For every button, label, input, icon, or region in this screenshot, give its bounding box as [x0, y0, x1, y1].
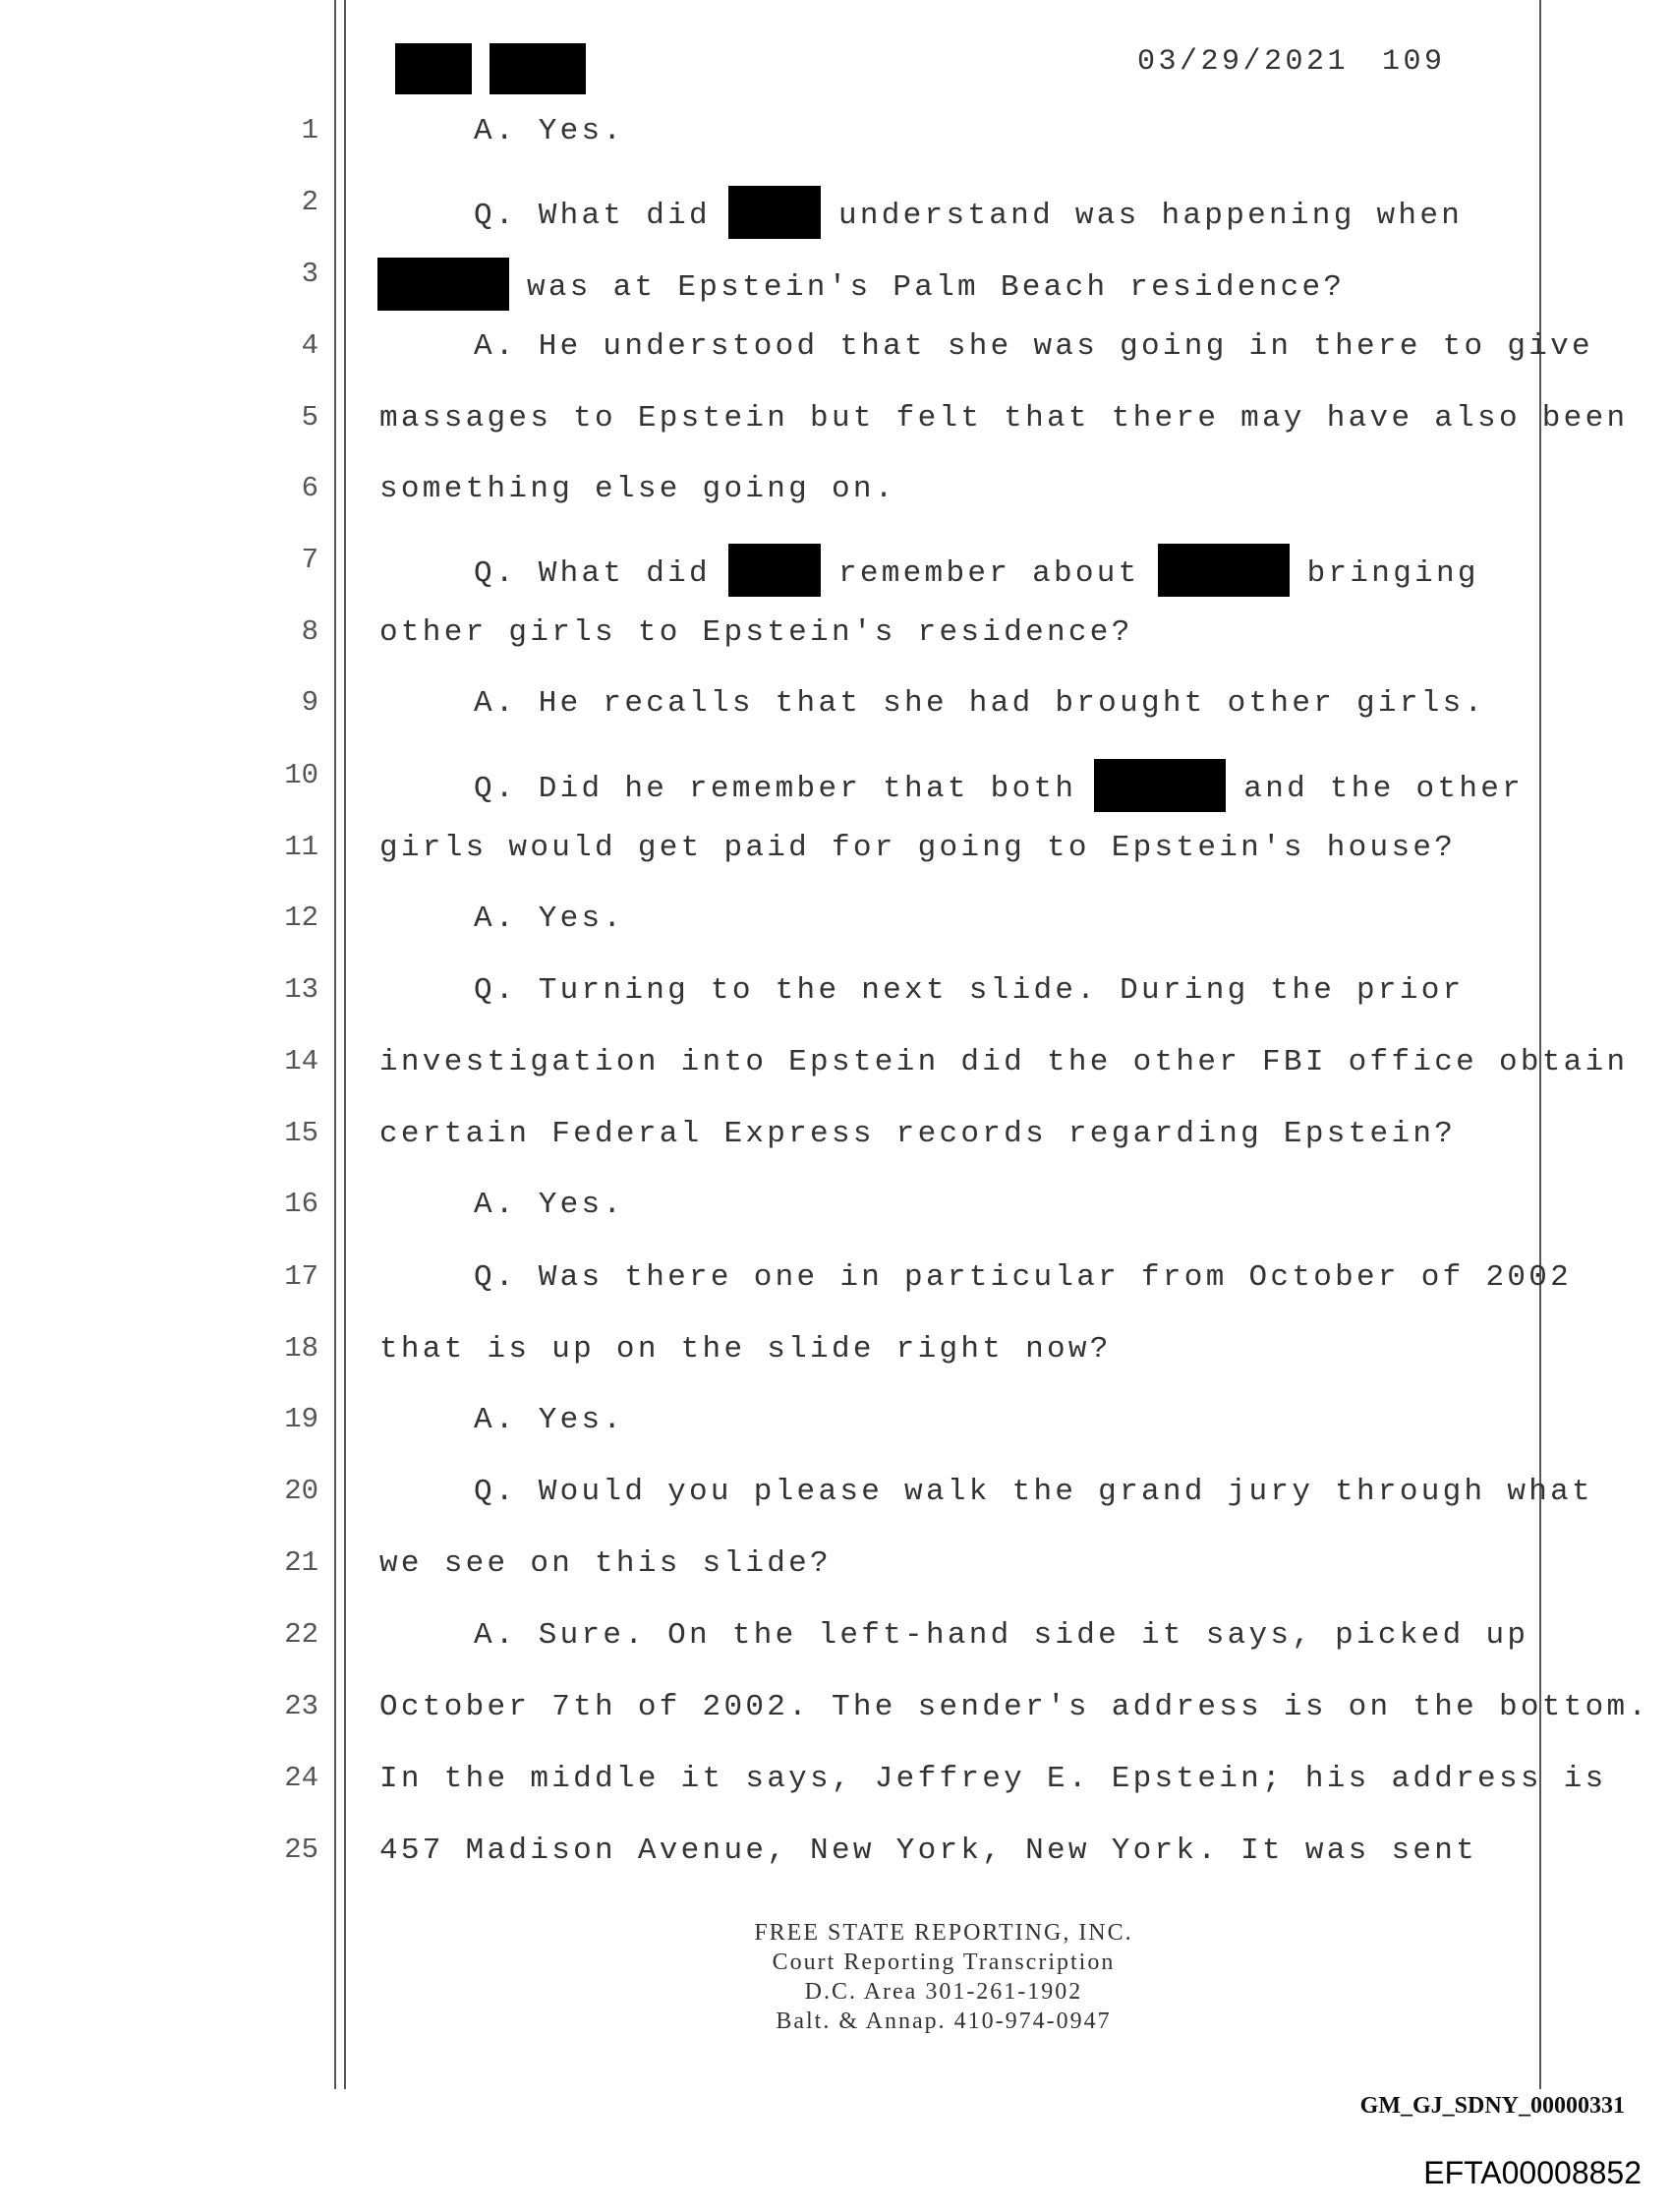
transcript-line	[0, 1188, 1671, 1247]
line-number: 7	[301, 544, 318, 576]
line-number: 18	[284, 1332, 318, 1365]
line-number: 13	[284, 973, 318, 1006]
line-text: 457 Madison Avenue, New York, New York. It was sent	[379, 1834, 1478, 1868]
line-number: 5	[301, 401, 318, 434]
redaction-block	[728, 544, 821, 597]
line-number: 16	[284, 1188, 318, 1220]
line-text: Q. Was there one in particular from October of 2002	[474, 1260, 1573, 1295]
line-number: 14	[284, 1045, 318, 1077]
transcript-line	[0, 114, 1671, 173]
line-number: 21	[284, 1546, 318, 1579]
line-number: 25	[284, 1834, 318, 1866]
line-number: 6	[301, 472, 318, 504]
line-text: other girls to Epstein's residence?	[379, 615, 1133, 650]
line-number: 17	[284, 1260, 318, 1293]
transcript-line	[0, 615, 1671, 674]
header-redaction-block	[395, 43, 472, 94]
header-redaction-block	[490, 43, 586, 94]
line-text: In the middle it says, Jeffrey E. Epstein; his address is	[379, 1762, 1607, 1796]
line-text: A. Yes.	[474, 1188, 625, 1222]
line-text: certain Federal Express records regarding Epstein?	[379, 1117, 1457, 1151]
line-number: 3	[301, 258, 318, 290]
transcript-line	[0, 902, 1671, 960]
footer-phone-dc: D.C. Area 301-261-1902	[804, 1979, 1083, 2005]
line-number: 24	[284, 1762, 318, 1794]
line-number: 10	[284, 759, 318, 791]
line-text: Q. Turning to the next slide. During the prior	[474, 973, 1465, 1008]
line-text: A. Yes.	[474, 1403, 625, 1437]
line-text: A. Yes.	[474, 902, 625, 936]
line-text: Q. Would you please walk the grand jury through what	[474, 1475, 1593, 1509]
transcript-line	[0, 258, 1671, 317]
transcript-line	[0, 686, 1671, 745]
line-number: 9	[301, 686, 318, 719]
line-number: 12	[284, 902, 318, 934]
line-text: was at Epstein's Palm Beach residence?	[377, 258, 1345, 311]
reporter-footer	[550, 1918, 1337, 2036]
document-id: EFTA00008852	[1423, 2155, 1642, 2190]
bates-number: GM_GJ_SDNY_00000331	[1359, 2093, 1625, 2119]
line-number: 22	[284, 1618, 318, 1651]
transcript-line	[0, 544, 1671, 603]
line-number: 19	[284, 1403, 318, 1435]
line-text: A. Yes.	[474, 114, 625, 148]
transcript-line	[0, 1260, 1671, 1319]
transcript-line	[0, 1546, 1671, 1605]
line-text: A. He understood that she was going in there to give	[474, 329, 1593, 364]
line-text: Q. What did remember about bringing	[379, 544, 1479, 597]
transcript-line	[0, 1762, 1671, 1821]
transcript-line	[0, 1332, 1671, 1391]
transcript-line	[0, 831, 1671, 890]
line-text: A. Sure. On the left-hand side it says, picked up	[474, 1618, 1529, 1653]
transcript-line	[0, 1045, 1671, 1104]
transcript-line	[0, 401, 1671, 460]
line-number: 20	[284, 1475, 318, 1507]
header-page-number: 109	[1382, 45, 1446, 79]
line-text: A. He recalls that she had brought other girls.	[474, 686, 1486, 721]
line-number: 8	[301, 615, 318, 648]
line-text: something else going on.	[379, 472, 896, 506]
redaction-block	[1158, 544, 1290, 597]
footer-company: FREE STATE REPORTING, INC.	[754, 1920, 1133, 1946]
transcript-line	[0, 759, 1671, 818]
line-text: girls would get paid for going to Epstein's house?	[379, 831, 1457, 865]
line-number: 15	[284, 1117, 318, 1149]
footer-phone-balt: Balt. & Annap. 410-974-0947	[776, 2008, 1112, 2034]
transcript-line	[0, 1834, 1671, 1892]
transcript-line	[0, 186, 1671, 245]
line-text: we see on this slide?	[379, 1546, 832, 1581]
line-number: 1	[301, 114, 318, 146]
redaction-block	[377, 258, 509, 311]
line-text: October 7th of 2002. The sender's address is on the bottom.	[379, 1690, 1650, 1724]
line-number: 4	[301, 329, 318, 362]
transcript-line	[0, 472, 1671, 531]
transcript-line	[0, 1475, 1671, 1534]
line-number: 23	[284, 1690, 318, 1722]
redaction-block	[728, 186, 821, 239]
line-text: that is up on the slide right now?	[379, 1332, 1112, 1367]
transcript-line	[0, 973, 1671, 1032]
line-text: Q. Did he remember that both and the other	[379, 759, 1524, 812]
line-text: investigation into Epstein did the other FBI office obtain	[379, 1045, 1629, 1079]
line-number: 11	[284, 831, 318, 863]
line-text: Q. What did understand was happening when	[379, 186, 1463, 239]
header-date: 03/29/2021	[1137, 45, 1350, 79]
transcript-line	[0, 1618, 1671, 1677]
line-text: massages to Epstein but felt that there may have also been	[379, 401, 1629, 436]
transcript-line	[0, 1403, 1671, 1462]
transcript-line	[0, 1117, 1671, 1176]
footer-service: Court Reporting Transcription	[772, 1950, 1116, 1975]
line-number: 2	[301, 186, 318, 218]
transcript-line	[0, 329, 1671, 388]
transcript-line	[0, 1690, 1671, 1749]
redaction-block	[1094, 759, 1226, 812]
